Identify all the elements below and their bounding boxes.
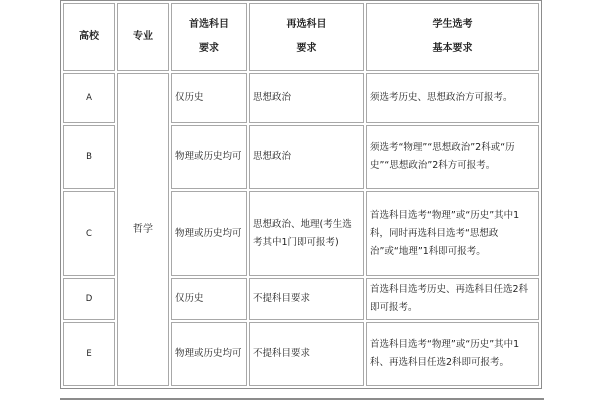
header-second-subject bbox=[249, 3, 364, 71]
first-subject-cell: 仅历史 bbox=[171, 73, 247, 123]
school-cell: E bbox=[63, 322, 115, 386]
second-subject-cell: 思想政治 bbox=[249, 73, 364, 123]
major-cell: 哲学 bbox=[117, 73, 169, 386]
basic-requirement-cell: 首选科目选考“物理”或“历史”其中1科、再选科目任选2科即可报考。 bbox=[366, 322, 539, 386]
table-row bbox=[63, 73, 539, 123]
header-school: 高校 bbox=[63, 3, 115, 71]
header-major: 专业 bbox=[117, 3, 169, 71]
second-subject-cell: 思想政治、地理(考生选考其中1门即可报考) bbox=[249, 191, 364, 276]
header-basic-requirement-line1: 学生选考 bbox=[432, 19, 473, 30]
basic-requirement-cell: 首选科目选考“物理”或“历史”其中1科，同时再选科目选考“思想政治”或“地理”1科即可报考。 bbox=[366, 191, 539, 276]
requirements-table bbox=[60, 0, 542, 389]
header-first-subject bbox=[171, 3, 247, 71]
header-basic-requirement bbox=[366, 3, 539, 71]
school-cell: A bbox=[63, 73, 115, 123]
basic-requirement-cell: 须选考历史、思想政治方可报考。 bbox=[366, 73, 539, 123]
header-first-subject-line2: 要求 bbox=[199, 43, 219, 54]
school-cell: B bbox=[63, 125, 115, 189]
header-second-subject-line2: 要求 bbox=[296, 43, 317, 54]
second-subject-cell: 思想政治 bbox=[249, 125, 364, 189]
second-subject-cell: 不提科目要求 bbox=[249, 322, 364, 386]
first-subject-cell: 仅历史 bbox=[171, 278, 247, 320]
first-subject-cell: 物理或历史均可 bbox=[171, 125, 247, 189]
basic-requirement-cell: 须选考“物理”“思想政治”2科或“历史”“思想政治”2科方可报考。 bbox=[366, 125, 539, 189]
first-subject-cell: 物理或历史均可 bbox=[171, 322, 247, 386]
first-subject-cell: 物理或历史均可 bbox=[171, 191, 247, 276]
school-cell: D bbox=[63, 278, 115, 320]
header-row bbox=[63, 3, 539, 71]
school-cell: C bbox=[63, 191, 115, 276]
header-basic-requirement-line2: 基本要求 bbox=[432, 43, 473, 54]
basic-requirement-cell: 首选科目选考历史、再选科目任选2科即可报考。 bbox=[366, 278, 539, 320]
header-first-subject-line1: 首选科目 bbox=[189, 19, 229, 30]
second-subject-cell: 不提科目要求 bbox=[249, 278, 364, 320]
header-second-subject-line1: 再选科目 bbox=[286, 19, 327, 30]
